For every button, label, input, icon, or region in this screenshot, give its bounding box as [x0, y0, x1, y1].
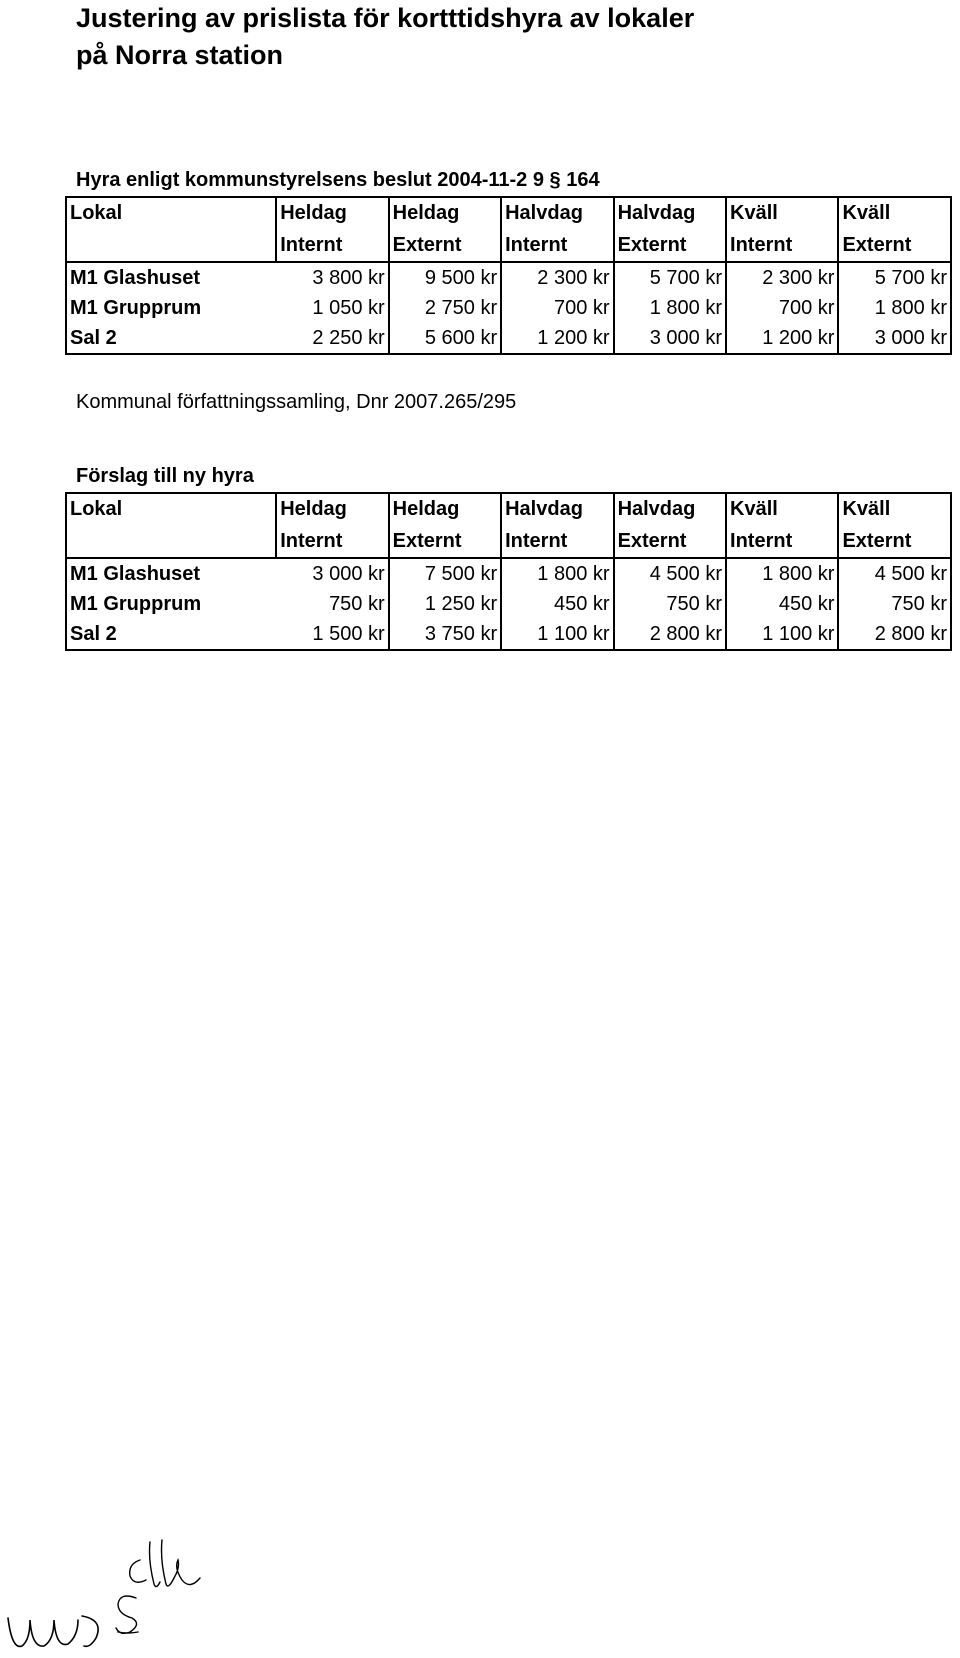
lokal-name: Sal 2	[66, 323, 276, 354]
column-header-top: Halvdag	[501, 197, 613, 228]
price-cell: 700 kr	[501, 293, 613, 323]
table-row	[66, 293, 951, 323]
column-header-top: Heldag	[276, 493, 388, 524]
price-cell: 5 700 kr	[838, 262, 951, 293]
column-header-top: Heldag	[389, 197, 501, 228]
price-cell: 2 300 kr	[726, 262, 838, 293]
column-header-sub: Externt	[614, 228, 726, 262]
lokal-header: Lokal	[66, 197, 276, 228]
column-header-sub: Externt	[838, 524, 951, 558]
price-cell: 2 750 kr	[389, 293, 501, 323]
price-cell: 1 100 kr	[501, 619, 613, 650]
lokal-header-spacer	[66, 228, 276, 262]
handwritten-signature	[0, 1520, 240, 1658]
price-cell: 5 600 kr	[389, 323, 501, 354]
price-cell: 1 200 kr	[726, 323, 838, 354]
current-rent-table	[65, 196, 952, 355]
subheader-row	[66, 228, 951, 262]
column-header-sub: Internt	[726, 524, 838, 558]
column-header-sub: Externt	[389, 524, 501, 558]
proposed-rent-table	[65, 492, 952, 651]
column-header-sub: Internt	[276, 524, 388, 558]
column-header-top: Kväll	[726, 493, 838, 524]
price-cell: 2 250 kr	[276, 323, 388, 354]
column-header-top: Heldag	[276, 197, 388, 228]
price-cell: 700 kr	[726, 293, 838, 323]
price-cell: 4 500 kr	[614, 558, 726, 589]
price-cell: 450 kr	[501, 589, 613, 619]
price-cell: 750 kr	[276, 589, 388, 619]
price-cell: 1 050 kr	[276, 293, 388, 323]
price-cell: 2 300 kr	[501, 262, 613, 293]
lokal-header: Lokal	[66, 493, 276, 524]
current-rent-heading: Hyra enligt kommunstyrelsens beslut 2004-11-2 9 § 164	[76, 169, 600, 191]
price-cell: 1 500 kr	[276, 619, 388, 650]
lokal-name: M1 Grupprum	[66, 589, 276, 619]
price-cell: 1 800 kr	[501, 558, 613, 589]
table-row	[66, 558, 951, 589]
table-row	[66, 323, 951, 354]
title-line-1: Justering av prislista för kortttidshyra av lokaler	[76, 3, 695, 33]
title-line-2: på Norra station	[76, 40, 284, 70]
column-header-top: Kväll	[838, 197, 951, 228]
price-cell: 750 kr	[614, 589, 726, 619]
proposed-rent-heading: Förslag till ny hyra	[76, 465, 254, 487]
document-title	[76, 0, 694, 74]
lokal-header-spacer	[66, 524, 276, 558]
column-header-sub: Internt	[276, 228, 388, 262]
price-cell: 7 500 kr	[389, 558, 501, 589]
column-header-top: Kväll	[726, 197, 838, 228]
table-row	[66, 589, 951, 619]
price-cell: 750 kr	[838, 589, 951, 619]
column-header-sub: Internt	[726, 228, 838, 262]
price-cell: 1 250 kr	[389, 589, 501, 619]
subheader-row	[66, 524, 951, 558]
lokal-name: M1 Grupprum	[66, 293, 276, 323]
column-header-top: Heldag	[389, 493, 501, 524]
price-cell: 1 800 kr	[726, 558, 838, 589]
lokal-name: M1 Glashuset	[66, 262, 276, 293]
lokal-name: M1 Glashuset	[66, 558, 276, 589]
price-cell: 2 800 kr	[614, 619, 726, 650]
table-row	[66, 619, 951, 650]
price-cell: 3 000 kr	[614, 323, 726, 354]
price-cell: 1 800 kr	[838, 293, 951, 323]
signature-initials	[8, 1616, 98, 1646]
column-header-top: Halvdag	[614, 197, 726, 228]
price-cell: 3 800 kr	[276, 262, 388, 293]
column-header-sub: Internt	[501, 228, 613, 262]
column-header-top: Kväll	[838, 493, 951, 524]
price-cell: 9 500 kr	[389, 262, 501, 293]
column-header-sub: Externt	[838, 228, 951, 262]
header-row	[66, 197, 951, 228]
column-header-sub: Internt	[501, 524, 613, 558]
lokal-name: Sal 2	[66, 619, 276, 650]
price-cell: 2 800 kr	[838, 619, 951, 650]
column-header-sub: Externt	[614, 524, 726, 558]
source-footnote: Kommunal författningssamling, Dnr 2007.265/295	[76, 391, 517, 413]
column-header-sub: Externt	[389, 228, 501, 262]
column-header-top: Halvdag	[501, 493, 613, 524]
signature-name	[116, 1540, 200, 1633]
column-header-top: Halvdag	[614, 493, 726, 524]
table-row	[66, 262, 951, 293]
price-cell: 450 kr	[726, 589, 838, 619]
price-cell: 1 200 kr	[501, 323, 613, 354]
header-row	[66, 493, 951, 524]
price-cell: 3 000 kr	[276, 558, 388, 589]
price-cell: 3 750 kr	[389, 619, 501, 650]
price-cell: 5 700 kr	[614, 262, 726, 293]
price-cell: 1 100 kr	[726, 619, 838, 650]
price-cell: 1 800 kr	[614, 293, 726, 323]
price-cell: 3 000 kr	[838, 323, 951, 354]
price-cell: 4 500 kr	[838, 558, 951, 589]
